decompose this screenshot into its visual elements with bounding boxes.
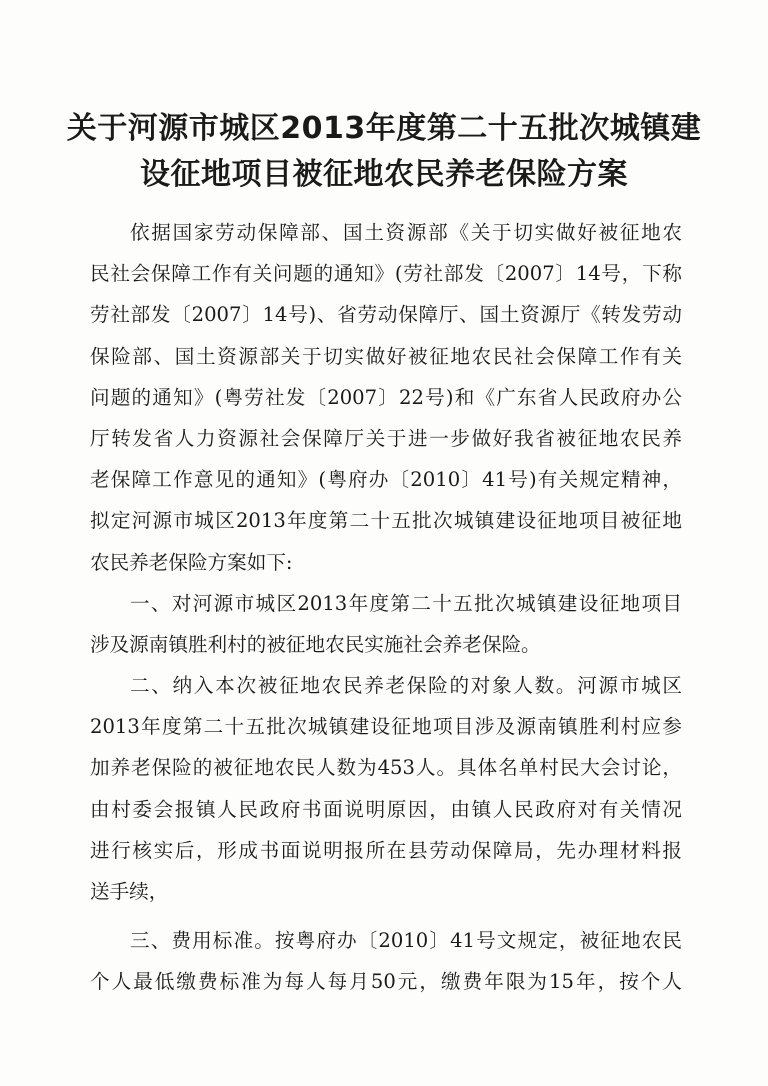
body-line: 送手续， [90, 880, 169, 903]
body-line: 一、对河源市城区2013年度第二十五批次城镇建设征地项目 [130, 591, 682, 615]
body-line: 民社会保障工作有关问题的通知》(劳社部发〔2007〕14号，下称 [90, 262, 682, 286]
body-line: 2013年度第二十五批次城镇建设征地项目涉及源南镇胜利村应参 [90, 715, 682, 739]
body-line: 三、费用标准。按粤府办〔2010〕41号文规定，被征地农民 [130, 929, 682, 953]
title-line-1: 关于河源市城区2013年度第二十五批次城镇建 [66, 111, 702, 146]
title-line-2: 设征地项目被征地农民养老保险方案 [140, 157, 628, 192]
body-line: 依据国家劳动保障部、国土资源部《关于切实做好被征地农 [130, 221, 682, 244]
body-line: 农民养老保险方案如下: [90, 550, 293, 574]
body-line: 劳社部发〔2007〕14号)、省劳动保障厅、国土资源厅《转发劳动 [90, 303, 682, 327]
body-line: 二、纳入本次被征地农民养老保险的对象人数。河源市城区 [130, 674, 682, 698]
body-line: 老保障工作意见的通知》(粤府办〔2010〕41号)有关规定精神， [90, 468, 682, 492]
body-line: 厅转发省人力资源社会保障厅关于进一步做好我省被征地农民养 [90, 426, 682, 450]
body-line: 由村委会报镇人民政府书面说明原因，由镇人民政府对有关情况 [90, 797, 682, 821]
document-title [60, 106, 708, 198]
body-line: 涉及源南镇胜利村的被征地农民实施社会养老保险。 [90, 632, 541, 656]
body-line: 加养老保险的被征地农民人数为453人。具体名单村民大会讨论， [90, 756, 682, 780]
body-line: 进行核实后，形成书面说明报所在县劳动保障局，先办理材料报 [90, 838, 682, 862]
body-line: 拟定河源市城区2013年度第二十五批次城镇建设征地项目被征地 [90, 509, 682, 533]
document-body [90, 212, 682, 1003]
body-line: 保险部、国土资源部关于切实做好被征地农民社会保障工作有关 [90, 344, 682, 368]
body-line: 个人最低缴费标准为每人每月50元，缴费年限为15年，按个人 [90, 970, 682, 994]
body-line: 问题的通知》(粤劳社发〔2007〕22号)和《广东省人民政府办公 [90, 385, 682, 409]
